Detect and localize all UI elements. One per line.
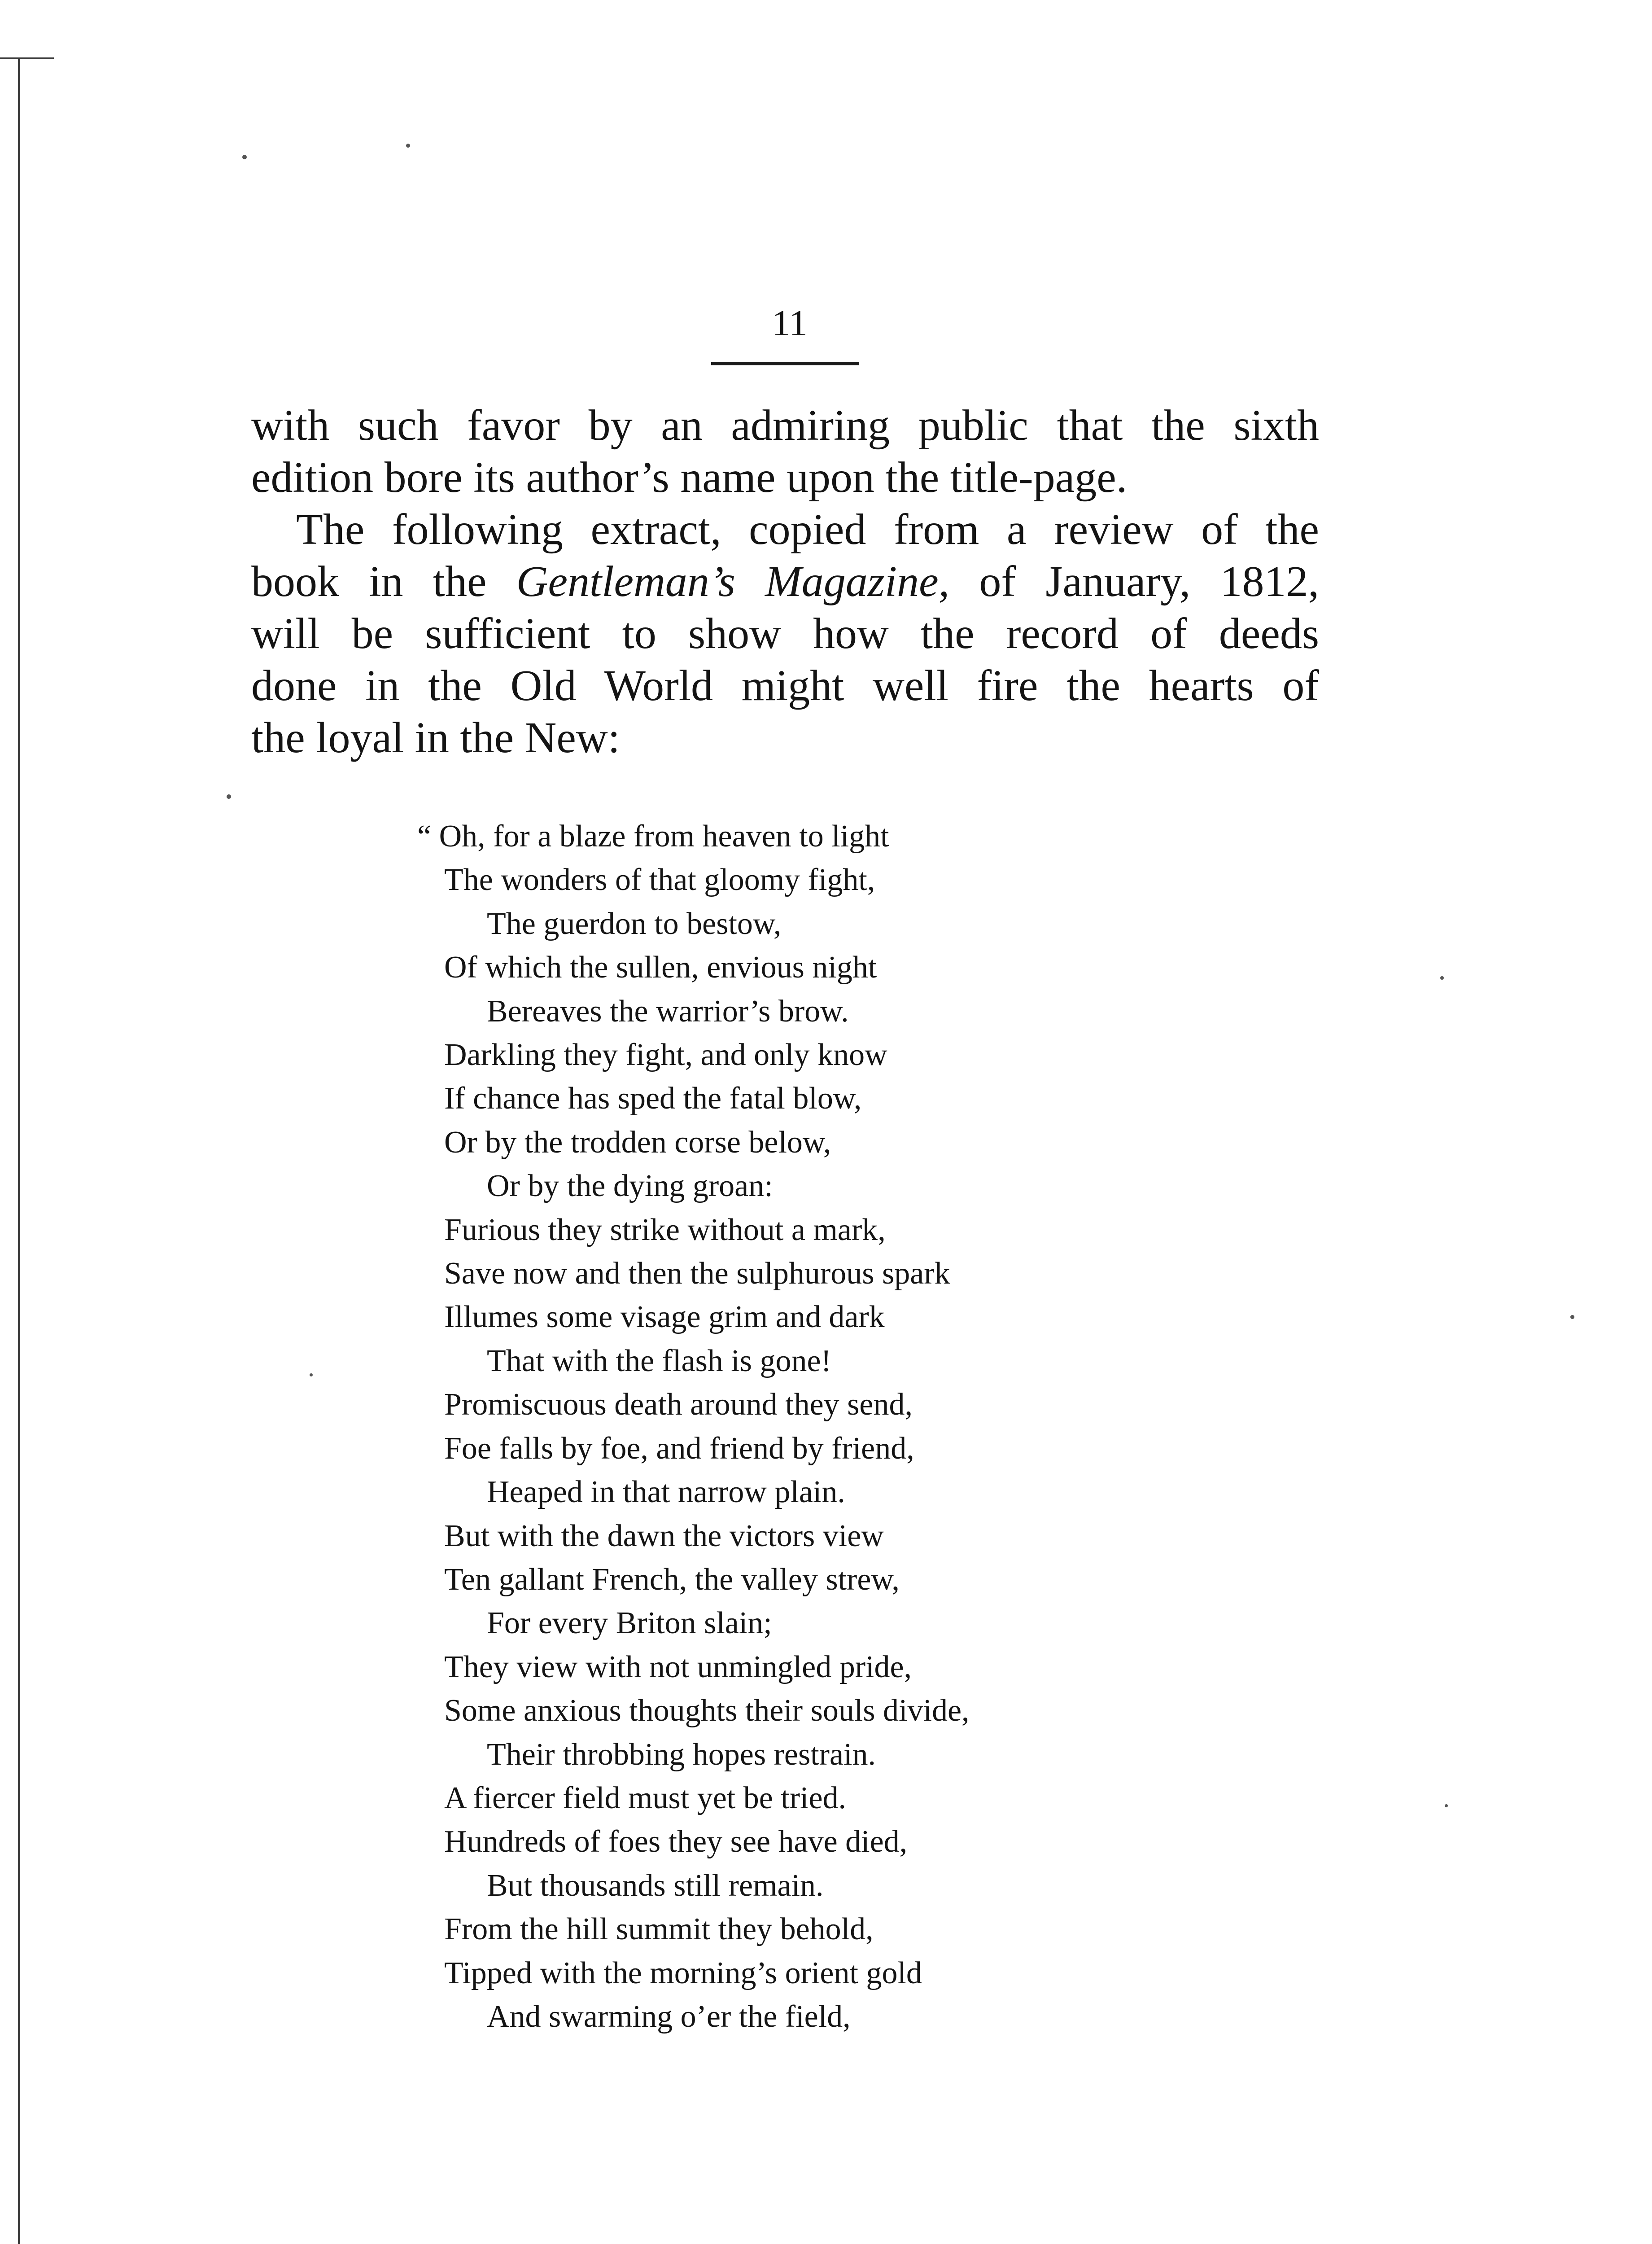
- scan-speck: [242, 155, 247, 159]
- binding-edge-top: [0, 57, 54, 59]
- poem-line: Darkling they fight, and only know: [444, 1038, 887, 1073]
- scan-speck: [406, 144, 410, 148]
- poem-line: For every Briton slain;: [487, 1606, 772, 1641]
- poem-line: That with the flash is gone!: [487, 1343, 831, 1378]
- poem-line: And swarming o’er the field,: [487, 1999, 851, 2034]
- poem-line: Ten gallant French, the valley strew,: [444, 1562, 900, 1597]
- poem-line: Bereaves the warrior’s brow.: [487, 994, 849, 1029]
- header-rule: [711, 362, 859, 365]
- poem-line: Or by the trodden corse below,: [444, 1125, 831, 1160]
- scan-speck: [1445, 1804, 1448, 1807]
- prose-line: with such favor by an admiring public that the sixth: [251, 401, 1319, 450]
- poem-line: They view with not unmingled pride,: [444, 1649, 912, 1684]
- prose-line: the loyal in the New:: [251, 714, 620, 762]
- poem-line: Hundreds of foes they see have died,: [444, 1824, 908, 1859]
- scan-speck: [1570, 1315, 1574, 1319]
- poem-line: A fiercer field must yet be tried.: [444, 1780, 847, 1815]
- poem-line: Their throbbing hopes restrain.: [487, 1737, 876, 1772]
- prose-line: The following extract, copied from a review of the: [296, 505, 1319, 554]
- poem-line: Tipped with the morning’s orient gold: [444, 1955, 922, 1990]
- scan-speck: [1440, 976, 1444, 980]
- scan-speck: [227, 794, 231, 799]
- prose-line: [251, 556, 1319, 608]
- prose-fragment: book in the: [251, 557, 487, 606]
- poem-line: But thousands still remain.: [487, 1868, 824, 1903]
- prose-line: edition bore its author’s name upon the title-page.: [251, 453, 1128, 502]
- scan-speck: [310, 1373, 313, 1376]
- poem-line: Furious they strike without a mark,: [444, 1212, 886, 1247]
- poem-line: The guerdon to bestow,: [487, 906, 782, 941]
- poem-line: The wonders of that gloomy fight,: [444, 863, 875, 898]
- page-number: 11: [772, 302, 808, 343]
- poem-line: Of which the sullen, envious night: [444, 950, 877, 985]
- magazine-title: Gentleman’s Magazine,: [516, 557, 950, 606]
- poem-line: Save now and then the sulphurous spark: [444, 1256, 950, 1291]
- poem-line: Heaped in that narrow plain.: [487, 1475, 845, 1510]
- poem-line: “ Oh, for a blaze from heaven to light: [417, 819, 889, 854]
- prose-fragment: of January, 1812,: [979, 557, 1319, 606]
- poem-line: Or by the dying groan:: [487, 1169, 773, 1204]
- prose-line: will be sufficient to show how the record of deeds: [251, 609, 1319, 658]
- poem-line: Promiscuous death around they send,: [444, 1387, 913, 1422]
- prose-text: [251, 399, 1319, 764]
- poem-line: Some anxious thoughts their souls divide,: [444, 1693, 970, 1728]
- poem-extract: [417, 815, 1207, 2038]
- poem-line: From the hill summit they behold,: [444, 1912, 874, 1947]
- poem-line: But with the dawn the victors view: [444, 1518, 884, 1553]
- poem-line: Illumes some visage grim and dark: [444, 1300, 885, 1335]
- poem-line: Foe falls by foe, and friend by friend,: [444, 1431, 914, 1466]
- binding-edge: [18, 58, 20, 2244]
- poem-line: If chance has sped the fatal blow,: [444, 1081, 862, 1116]
- prose-line: done in the Old World might well fire the hearts of: [251, 662, 1319, 710]
